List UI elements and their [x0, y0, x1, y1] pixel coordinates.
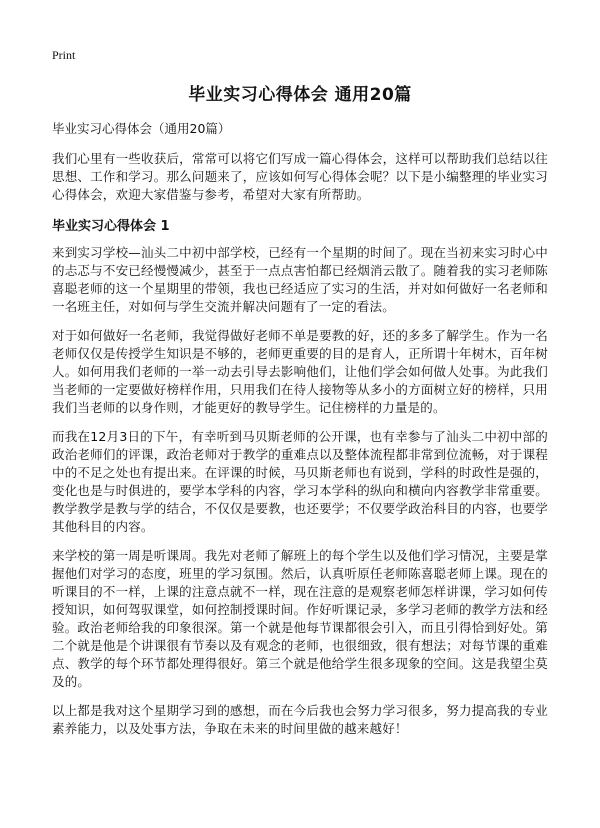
article-subtitle: 毕业实习心得体会（通用20篇） — [52, 121, 231, 136]
article-body — [52, 120, 548, 749]
print-link[interactable]: Print — [52, 48, 76, 62]
section-heading: 毕业实习心得体会 1 — [52, 219, 170, 234]
body-paragraph-2: 对于如何做好一名老师，我觉得做好老师不单是要教的好，还的多多了解学生。作为一名老师仅仅是传授学生知识是不够的，老师更重要的目的是育人，正所谓十年树木，百年树人。如何用我们老师的一举一动去引导去影响他们，让他们学会如何做人处事。为此我们当老师的一定要做好榜样作用，只用我们在待人接物等从多小的方面树立好的榜样，只用我们当老师的以身作则，才能更好的教导学生。记住榜样的力量是的。 — [52, 328, 548, 415]
body-paragraph-5: 以上都是我对这个星期学习到的感想，而在今后我也会努力学习很多，努力提高我的专业素养能力，以及处事方法，争取在未来的时间里做的越来越好！ — [52, 703, 548, 736]
body-paragraph-4: 来学校的第一周是听课周。我先对老师了解班上的每个学生以及他们学习情况，主要是掌握他们对学习的态度，班里的学习氛围。然后，认真听原任老师陈喜聪老师上课。现在的听课目的不一样，上课的注意点就不一样，现在注意的是观察老师怎样讲课，学习如何传授知识，如何驾驭课堂，如何控制授课时间。作好听课记录，多学习老师的教学方法和经验。政治老师给我的印象很深。第一个就是他每节课都很会引入，而且引得恰到好处。第二个就是他是个讲课很有节奏以及有观念的老师，也很细致，很有想法；对每节课的重难点、教学的每个环节都处理得很好。第三个就是他给学生很多现象的空间。这是我望尘莫及的。 — [52, 548, 548, 689]
body-paragraph-1: 来到实习学校—汕头二中初中部学校，已经有一个星期的时间了。现在当初来实习时心中的忐忑与不安已经慢慢减少，甚至于一点点害怕都已经烟消云散了。随着我的实习老师陈喜聪老师的这一个星期里的带领，我也已经适应了实习的生活，并对如何做好一名老师和一名班主任，对如何与学生交流并解决问题有了一定的看法。 — [52, 245, 548, 314]
body-paragraph-3: 而我在12月3日的下午，有幸听到马贝斯老师的公开课，也有幸参与了汕头二中初中部的政治老师们的评课，政治老师对于教学的重难点以及整体流程都非常到位流畅，对于课程中的不足之处也有提出来。在评课的时候，马贝斯老师也有说到，学科的时政性是强的，变化也是与时俱进的，要学本学科的内容，学习本学科的纵向和横向内容教学非常重要。教学教学是教与学的结合，不仅仅是要教，也还要学；不仅要学政治科目的内容，也要学其他科目的内容。 — [52, 429, 548, 534]
page-title: 毕业实习心得体会 通用20篇 — [188, 85, 412, 105]
intro-paragraph: 我们心里有一些收获后，常常可以将它们写成一篇心得体会，这样可以帮助我们总结以往思想、工作和学习。那么问题来了，应该如何写心得体会呢？以下是小编整理的毕业实习心得体会，欢迎大家借鉴与参考，希望对大家有所帮助。 — [52, 151, 548, 202]
